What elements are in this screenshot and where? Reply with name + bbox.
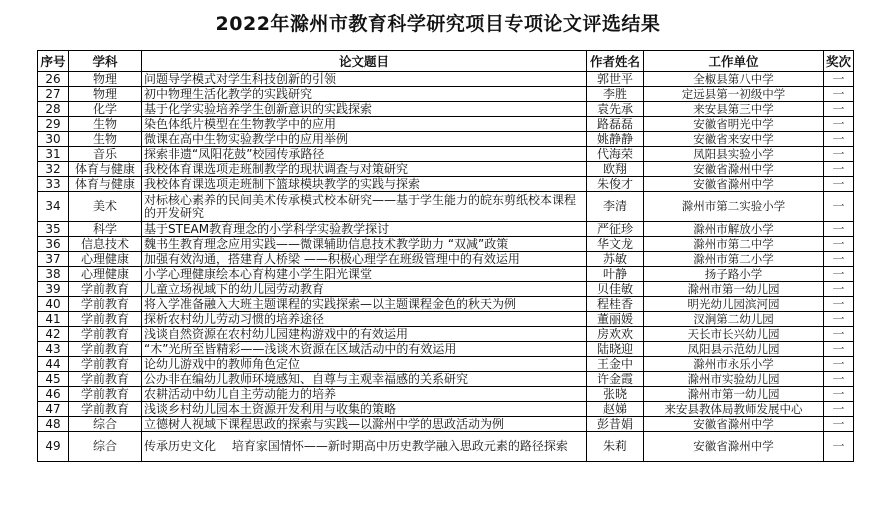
cell-award: 一 [824, 192, 854, 222]
table-row [38, 387, 854, 402]
cell-author: 张晓 [587, 387, 644, 402]
table-row [38, 87, 854, 102]
cell-topic: 初中物理生活化教学的实践研究 [142, 87, 587, 102]
table-row [38, 117, 854, 132]
cell-award: 一 [824, 417, 854, 432]
cell-award: 一 [824, 222, 854, 237]
cell-topic: 问题导学模式对学生科技创新的引领 [142, 72, 587, 87]
cell-author: 路磊磊 [587, 117, 644, 132]
table-row [38, 372, 854, 387]
cell-organization: 安徽省来安中学 [644, 132, 824, 147]
cell-author: 郭世平 [587, 72, 644, 87]
cell-topic: 公办非在编幼儿教师环境感知、自尊与主观幸福感的关系研究 [142, 372, 587, 387]
cell-organization: 明光幼儿园滨河园 [644, 297, 824, 312]
cell-topic: 微课在高中生物实验教学中的应用举例 [142, 132, 587, 147]
cell-no: 46 [38, 387, 69, 402]
cell-no: 28 [38, 102, 69, 117]
cell-author: 陆晓迎 [587, 342, 644, 357]
table-row [38, 402, 854, 417]
cell-no: 30 [38, 132, 69, 147]
table-row [38, 432, 854, 462]
cell-organization: 滁州市第一幼儿园 [644, 282, 824, 297]
cell-organization: 安徽省滁州中学 [644, 417, 824, 432]
cell-topic: “木”光所至皆精彩——浅谈木资源在区域活动中的有效运用 [142, 342, 587, 357]
cell-author: 房欢欢 [587, 327, 644, 342]
cell-topic: 立德树人视域下课程思政的探索与实践—以滁州中学的思政活动为例 [142, 417, 587, 432]
table-row [38, 222, 854, 237]
cell-topic: 对标核心素养的民间美术传承模式校本研究——基于学生能力的皖东剪纸校本课程的开发研究 [142, 192, 587, 222]
cell-no: 26 [38, 72, 69, 87]
cell-award: 一 [824, 342, 854, 357]
cell-no: 39 [38, 282, 69, 297]
cell-no: 47 [38, 402, 69, 417]
cell-no: 38 [38, 267, 69, 282]
cell-subject: 学前教育 [69, 357, 142, 372]
cell-organization: 来安县教体局教师发展中心 [644, 402, 824, 417]
cell-subject: 音乐 [69, 147, 142, 162]
cell-organization: 安徽省明光中学 [644, 117, 824, 132]
header-no: 序号 [38, 51, 69, 72]
cell-subject: 科学 [69, 222, 142, 237]
cell-author: 姚静静 [587, 132, 644, 147]
cell-subject: 美术 [69, 192, 142, 222]
cell-subject: 学前教育 [69, 327, 142, 342]
cell-subject: 学前教育 [69, 387, 142, 402]
cell-no: 43 [38, 342, 69, 357]
cell-award: 一 [824, 327, 854, 342]
cell-subject: 物理 [69, 72, 142, 87]
cell-no: 27 [38, 87, 69, 102]
results-table [37, 50, 854, 462]
cell-organization: 滁州市第二实验小学 [644, 192, 824, 222]
cell-organization: 安徽省滁州中学 [644, 177, 824, 192]
cell-topic: 探索非遗“凤阳花鼓”校园传承路径 [142, 147, 587, 162]
cell-topic: 探析农村幼儿劳动习惯的培养途径 [142, 312, 587, 327]
cell-award: 一 [824, 102, 854, 117]
cell-organization: 扬子路小学 [644, 267, 824, 282]
cell-organization: 全椒县第八中学 [644, 72, 824, 87]
cell-author: 朱俊才 [587, 177, 644, 192]
cell-author: 李清 [587, 192, 644, 222]
cell-no: 37 [38, 252, 69, 267]
cell-topic: 染色体纸片模型在生物教学中的应用 [142, 117, 587, 132]
table-header-row [38, 51, 854, 72]
cell-author: 王金中 [587, 357, 644, 372]
cell-subject: 生物 [69, 132, 142, 147]
table-row [38, 252, 854, 267]
cell-award: 一 [824, 132, 854, 147]
cell-award: 一 [824, 387, 854, 402]
cell-award: 一 [824, 372, 854, 387]
cell-subject: 学前教育 [69, 402, 142, 417]
cell-no: 35 [38, 222, 69, 237]
cell-organization: 滁州市实验幼儿园 [644, 372, 824, 387]
cell-author: 苏敏 [587, 252, 644, 267]
cell-no: 49 [38, 432, 69, 462]
cell-no: 31 [38, 147, 69, 162]
cell-topic: 浅谈自然资源在农村幼儿园建构游戏中的有效运用 [142, 327, 587, 342]
cell-organization: 凤阳县示范幼儿园 [644, 342, 824, 357]
header-subject: 学科 [69, 51, 142, 72]
table-row [38, 357, 854, 372]
cell-no: 36 [38, 237, 69, 252]
table-row [38, 297, 854, 312]
cell-author: 严征珍 [587, 222, 644, 237]
cell-topic: 魏书生教育理念应用实践——微课辅助信息技术教学助力 “双减”政策 [142, 237, 587, 252]
cell-author: 叶静 [587, 267, 644, 282]
cell-topic: 基于化学实验培养学生创新意识的实践探索 [142, 102, 587, 117]
header-topic: 论文题目 [142, 51, 587, 72]
cell-subject: 综合 [69, 432, 142, 462]
cell-subject: 综合 [69, 417, 142, 432]
cell-no: 44 [38, 357, 69, 372]
cell-subject: 心理健康 [69, 252, 142, 267]
cell-author: 袁先承 [587, 102, 644, 117]
cell-award: 一 [824, 267, 854, 282]
table-row [38, 282, 854, 297]
cell-subject: 体育与健康 [69, 177, 142, 192]
cell-subject: 心理健康 [69, 267, 142, 282]
cell-no: 29 [38, 117, 69, 132]
cell-author: 欧翔 [587, 162, 644, 177]
cell-subject: 生物 [69, 117, 142, 132]
cell-topic: 将入学准备融入大班主题课程的实践探索—以主题课程金色的秋天为例 [142, 297, 587, 312]
cell-no: 45 [38, 372, 69, 387]
cell-topic: 基于STEAM教育理念的小学科学实验教学探讨 [142, 222, 587, 237]
cell-author: 董丽媛 [587, 312, 644, 327]
page-title: 2022年滁州市教育科学研究项目专项论文评选结果 [215, 13, 661, 35]
cell-organization: 滁州市永乐小学 [644, 357, 824, 372]
cell-award: 一 [824, 117, 854, 132]
cell-author: 赵娣 [587, 402, 644, 417]
cell-award: 一 [824, 162, 854, 177]
cell-topic: 我校体育课选项走班制下篮球模块教学的实践与探索 [142, 177, 587, 192]
table-row [38, 132, 854, 147]
cell-no: 42 [38, 327, 69, 342]
cell-organization: 天长市长兴幼儿园 [644, 327, 824, 342]
cell-award: 一 [824, 282, 854, 297]
cell-author: 华文龙 [587, 237, 644, 252]
cell-organization: 汊涧第二幼儿园 [644, 312, 824, 327]
cell-award: 一 [824, 252, 854, 267]
cell-subject: 学前教育 [69, 282, 142, 297]
table-row [38, 327, 854, 342]
cell-topic: 传承历史文化 培育家国情怀——新时期高中历史教学融入思政元素的路径探索 [142, 432, 587, 462]
header-award: 奖次 [824, 51, 854, 72]
cell-author: 程桂香 [587, 297, 644, 312]
cell-topic: 我校体育课选项走班制教学的现状调查与对策研究 [142, 162, 587, 177]
header-author: 作者姓名 [587, 51, 644, 72]
cell-no: 34 [38, 192, 69, 222]
cell-subject: 学前教育 [69, 342, 142, 357]
cell-subject: 学前教育 [69, 372, 142, 387]
header-organization: 工作单位 [644, 51, 824, 72]
table-row [38, 237, 854, 252]
cell-award: 一 [824, 72, 854, 87]
cell-subject: 信息技术 [69, 237, 142, 252]
table-row [38, 162, 854, 177]
cell-award: 一 [824, 297, 854, 312]
cell-award: 一 [824, 177, 854, 192]
cell-subject: 学前教育 [69, 297, 142, 312]
table-row [38, 147, 854, 162]
cell-award: 一 [824, 237, 854, 252]
cell-topic: 浅谈乡村幼儿园本土资源开发利用与收集的策略 [142, 402, 587, 417]
cell-no: 48 [38, 417, 69, 432]
cell-subject: 体育与健康 [69, 162, 142, 177]
cell-no: 40 [38, 297, 69, 312]
table-row [38, 312, 854, 327]
table-row [38, 177, 854, 192]
cell-no: 33 [38, 177, 69, 192]
cell-topic: 论幼儿游戏中的教师角色定位 [142, 357, 587, 372]
cell-no: 32 [38, 162, 69, 177]
table-body [38, 72, 854, 462]
table-row [38, 192, 854, 222]
cell-award: 一 [824, 147, 854, 162]
cell-author: 许金霞 [587, 372, 644, 387]
cell-author: 朱莉 [587, 432, 644, 462]
cell-author: 彭昔娟 [587, 417, 644, 432]
cell-subject: 物理 [69, 87, 142, 102]
cell-award: 一 [824, 312, 854, 327]
cell-topic: 加强有效沟通，搭建育人桥梁 ——积极心理学在班级管理中的有效运用 [142, 252, 587, 267]
cell-topic: 农耕活动中幼儿自主劳动能力的培养 [142, 387, 587, 402]
table-row [38, 342, 854, 357]
cell-organization: 滁州市第二小学 [644, 252, 824, 267]
cell-author: 李胜 [587, 87, 644, 102]
cell-organization: 定远县第一初级中学 [644, 87, 824, 102]
cell-award: 一 [824, 87, 854, 102]
table-row [38, 72, 854, 87]
cell-topic: 儿童立场视域下的幼儿园劳动教育 [142, 282, 587, 297]
cell-organization: 来安县第三中学 [644, 102, 824, 117]
cell-organization: 滁州市解放小学 [644, 222, 824, 237]
table-row [38, 102, 854, 117]
cell-organization: 安徽省滁州中学 [644, 162, 824, 177]
cell-award: 一 [824, 402, 854, 417]
table-row [38, 417, 854, 432]
cell-subject: 化学 [69, 102, 142, 117]
cell-organization: 滁州市第二中学 [644, 237, 824, 252]
cell-no: 41 [38, 312, 69, 327]
cell-subject: 学前教育 [69, 312, 142, 327]
cell-topic: 小学心理健康绘本心育构建小学生阳光课堂 [142, 267, 587, 282]
cell-organization: 滁州市第一幼儿园 [644, 387, 824, 402]
cell-award: 一 [824, 432, 854, 462]
table-row [38, 267, 854, 282]
cell-author: 贝佳敏 [587, 282, 644, 297]
cell-organization: 凤阳县实验小学 [644, 147, 824, 162]
cell-award: 一 [824, 357, 854, 372]
cell-author: 代海荣 [587, 147, 644, 162]
cell-organization: 安徽省滁州中学 [644, 432, 824, 462]
